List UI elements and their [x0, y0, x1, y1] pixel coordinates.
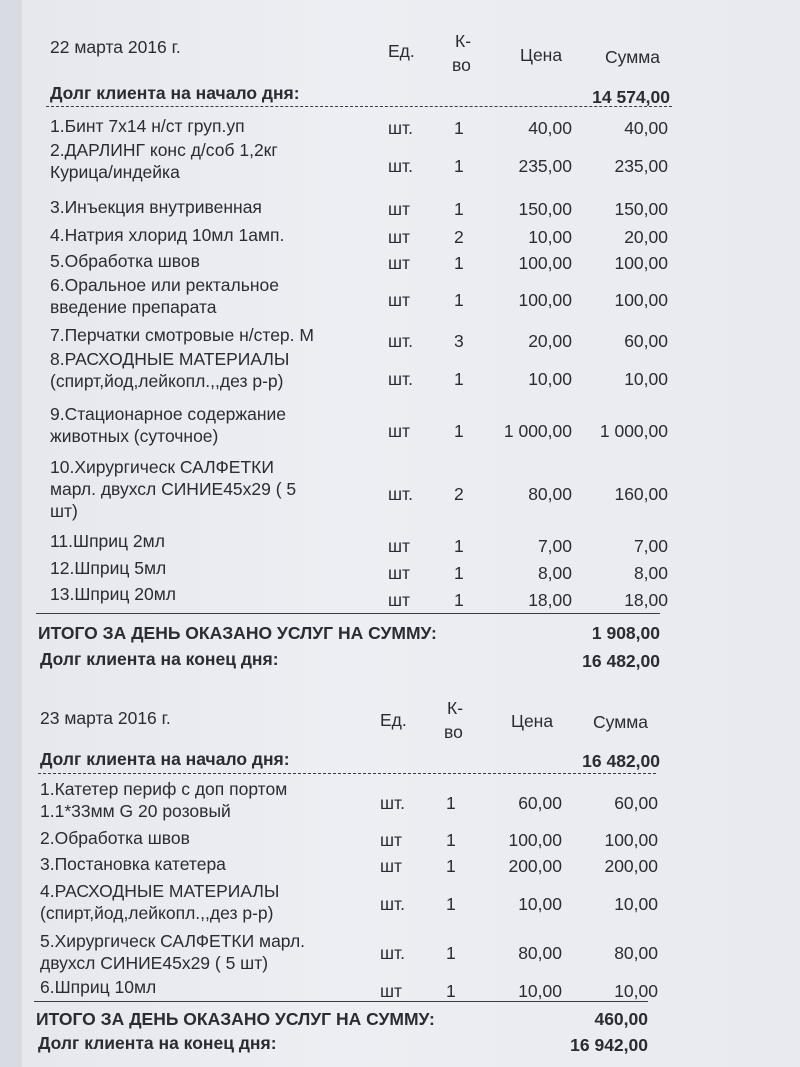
item-unit: шт: [380, 981, 403, 1001]
item-qty: 1: [454, 156, 464, 176]
closing-debt-value: 16 482,00: [582, 651, 660, 671]
divider: [36, 613, 660, 614]
item-name-line: Курица/индейка: [50, 162, 180, 182]
day-total-value: 460,00: [594, 1009, 648, 1029]
opening-debt-value: 16 482,00: [582, 751, 660, 771]
item-name-line: 4.РАСХОДНЫЕ МАТЕРИАЛЫ: [40, 881, 280, 901]
item-unit: шт: [388, 421, 411, 441]
item-qty: 2: [454, 484, 464, 504]
item-unit: шт: [388, 590, 411, 610]
item-price: 235,00: [518, 156, 572, 176]
item-name: [50, 196, 262, 218]
item-qty: 1: [454, 421, 464, 441]
item-qty: 2: [454, 227, 464, 247]
item-name-line: 13.Шприц 20мл: [50, 584, 176, 604]
invoice-sheet: [22, 0, 800, 1067]
item-price: 60,00: [518, 793, 562, 813]
closing-debt-label: Долг клиента на конец дня:: [38, 1033, 277, 1053]
item-name: [50, 583, 176, 605]
item-unit: шт.: [388, 484, 413, 504]
item-sum: 20,00: [624, 227, 668, 247]
item-name-line: 6.Шприц 10мл: [40, 977, 157, 997]
item-sum: 100,00: [614, 253, 668, 273]
item-unit: шт: [388, 253, 411, 273]
item-name-line: 1.1*33мм G 20 розовый: [40, 801, 231, 821]
item-price: 7,00: [537, 536, 572, 556]
item-qty: 1: [446, 894, 456, 914]
item-name: [40, 976, 156, 998]
day-total-label: ИТОГО ЗА ДЕНЬ ОКАЗАНО УСЛУГ НА СУММУ:: [36, 1009, 435, 1029]
item-unit: шт.: [388, 118, 413, 138]
col-header-unit: Ед.: [380, 710, 407, 730]
item-name-line: марл. двухсл СИНИЕ45х29 ( 5: [50, 479, 297, 499]
item-qty: 1: [454, 290, 464, 310]
item-sum: 100,00: [614, 290, 668, 310]
item-name-line: 9.Стационарное содержание: [50, 404, 287, 424]
item-unit: шт: [380, 856, 403, 876]
col-header-sum: Сумма: [593, 712, 648, 732]
item-name-line: 2.Обработка швов: [40, 828, 190, 848]
divider: [38, 773, 656, 774]
opening-debt-value: 14 574,00: [592, 87, 670, 107]
day-total-label: ИТОГО ЗА ДЕНЬ ОКАЗАНО УСЛУГ НА СУММУ:: [38, 623, 437, 643]
item-sum: 60,00: [624, 331, 668, 351]
item-name: [40, 880, 279, 924]
item-sum: 8,00: [633, 563, 668, 583]
item-price: 10,00: [518, 981, 562, 1001]
item-unit: шт.: [388, 369, 413, 389]
item-name: [40, 827, 190, 849]
item-qty: 1: [454, 253, 464, 273]
item-price: 20,00: [528, 331, 572, 351]
item-name: [50, 456, 296, 522]
item-name-line: двухсл СИНИЕ45х29 ( 5 шт): [40, 953, 269, 973]
item-qty: 1: [446, 981, 456, 1001]
item-name-line: шт): [50, 501, 78, 521]
col-header-sum: Сумма: [605, 47, 660, 67]
item-price: 80,00: [528, 484, 572, 504]
item-name: [50, 403, 286, 447]
col-header-qty-2: во: [444, 722, 463, 742]
item-sum: 10,00: [624, 369, 668, 389]
date-heading: 22 марта 2016 г.: [50, 37, 181, 57]
item-sum: 40,00: [624, 118, 668, 138]
item-name: [50, 224, 284, 246]
item-price: 100,00: [508, 830, 562, 850]
item-name: [50, 274, 279, 318]
closing-debt-label: Долг клиента на конец дня:: [40, 649, 279, 669]
item-unit: шт: [388, 227, 411, 247]
item-name-line: (спирт,йод,лейкопл.,,дез р-р): [40, 903, 274, 923]
item-unit: шт.: [380, 943, 405, 963]
item-name: [50, 139, 278, 183]
item-name: [50, 348, 289, 392]
item-name-line: животных (суточное): [50, 426, 219, 446]
item-sum: 80,00: [614, 943, 658, 963]
item-name-line: 10.Хирургическ САЛФЕТКИ: [50, 457, 274, 477]
opening-debt-label: Долг клиента на начало дня:: [40, 749, 290, 769]
col-header-qty-2: во: [452, 55, 471, 75]
col-header-unit: Ед.: [388, 41, 415, 61]
col-header-qty-1: К-: [455, 31, 472, 51]
item-sum: 18,00: [624, 590, 668, 610]
item-name: [50, 115, 245, 137]
item-price: 1 000,00: [503, 421, 572, 441]
item-name-line: 6.Оральное или ректальное: [50, 275, 279, 295]
item-qty: 1: [446, 856, 456, 876]
item-qty: 1: [454, 563, 464, 583]
item-name-line: 5.Хирургическ САЛФЕТКИ марл.: [40, 931, 306, 951]
item-price: 150,00: [518, 199, 572, 219]
divider: [34, 1001, 648, 1002]
day-total-value: 1 908,00: [591, 623, 660, 643]
opening-debt-label: Долг клиента на начало дня:: [50, 83, 300, 103]
item-name-line: 5.Обработка швов: [50, 251, 200, 271]
item-qty: 1: [454, 199, 464, 219]
item-name-line: 11.Шприц 2мл: [50, 531, 165, 551]
item-sum: 150,00: [614, 199, 668, 219]
closing-debt-value: 16 942,00: [570, 1035, 648, 1055]
item-price: 200,00: [508, 856, 562, 876]
col-header-price: Цена: [511, 711, 554, 731]
item-price: 10,00: [518, 894, 562, 914]
item-price: 80,00: [518, 943, 562, 963]
item-unit: шт: [388, 199, 411, 219]
item-unit: шт: [388, 290, 411, 310]
item-name-line: введение препарата: [50, 297, 217, 317]
item-price: 100,00: [518, 253, 572, 273]
item-name: [40, 853, 226, 875]
item-unit: шт: [388, 563, 411, 583]
item-sum: 200,00: [604, 856, 658, 876]
item-price: 18,00: [528, 590, 572, 610]
item-sum: 10,00: [614, 981, 658, 1001]
item-price: 40,00: [528, 118, 572, 138]
item-sum: 60,00: [614, 793, 658, 813]
item-unit: шт: [380, 830, 403, 850]
item-price: 10,00: [528, 227, 572, 247]
item-sum: 160,00: [614, 484, 668, 504]
item-qty: 1: [454, 590, 464, 610]
item-unit: шт.: [388, 331, 413, 351]
item-unit: шт.: [388, 156, 413, 176]
item-name-line: 1.Катетер периф с доп портом: [40, 779, 288, 799]
item-name: [50, 324, 314, 346]
col-header-qty-1: К-: [447, 698, 464, 718]
item-name-line: 3.Постановка катетера: [40, 854, 226, 874]
item-price: 100,00: [518, 290, 572, 310]
item-sum: 100,00: [604, 830, 658, 850]
item-unit: шт: [388, 536, 411, 556]
item-qty: 3: [454, 331, 464, 351]
item-qty: 1: [454, 369, 464, 389]
item-name-line: 8.РАСХОДНЫЕ МАТЕРИАЛЫ: [50, 349, 290, 369]
item-sum: 7,00: [633, 536, 668, 556]
item-qty: 1: [446, 793, 456, 813]
item-name-line: 7.Перчатки смотровые н/стер. М: [50, 325, 314, 345]
item-name: [50, 530, 165, 552]
item-name-line: 1.Бинт 7х14 н/ст груп.уп: [50, 116, 245, 136]
date-heading: 23 марта 2016 г.: [40, 708, 171, 728]
item-name-line: 12.Шприц 5мл: [50, 558, 167, 578]
item-sum: 10,00: [614, 894, 658, 914]
item-unit: шт.: [380, 793, 405, 813]
item-name-line: 3.Инъекция внутривенная: [50, 197, 262, 217]
item-qty: 1: [454, 118, 464, 138]
item-qty: 1: [446, 830, 456, 850]
item-name: [50, 250, 200, 272]
item-name-line: (спирт,йод,лейкопл.,,дез р-р): [50, 371, 284, 391]
item-name: [40, 778, 287, 822]
item-price: 8,00: [537, 563, 572, 583]
item-qty: 1: [446, 943, 456, 963]
item-sum: 1 000,00: [599, 421, 668, 441]
divider: [46, 106, 672, 107]
item-name-line: 2.ДАРЛИНГ конс д/соб 1,2кг: [50, 140, 278, 160]
item-qty: 1: [454, 536, 464, 556]
item-name: [50, 557, 166, 579]
item-unit: шт.: [380, 894, 405, 914]
item-name-line: 4.Натрия хлорид 10мл 1амп.: [50, 225, 285, 245]
item-price: 10,00: [528, 369, 572, 389]
item-sum: 235,00: [614, 156, 668, 176]
col-header-price: Цена: [520, 45, 563, 65]
item-name: [40, 930, 305, 974]
